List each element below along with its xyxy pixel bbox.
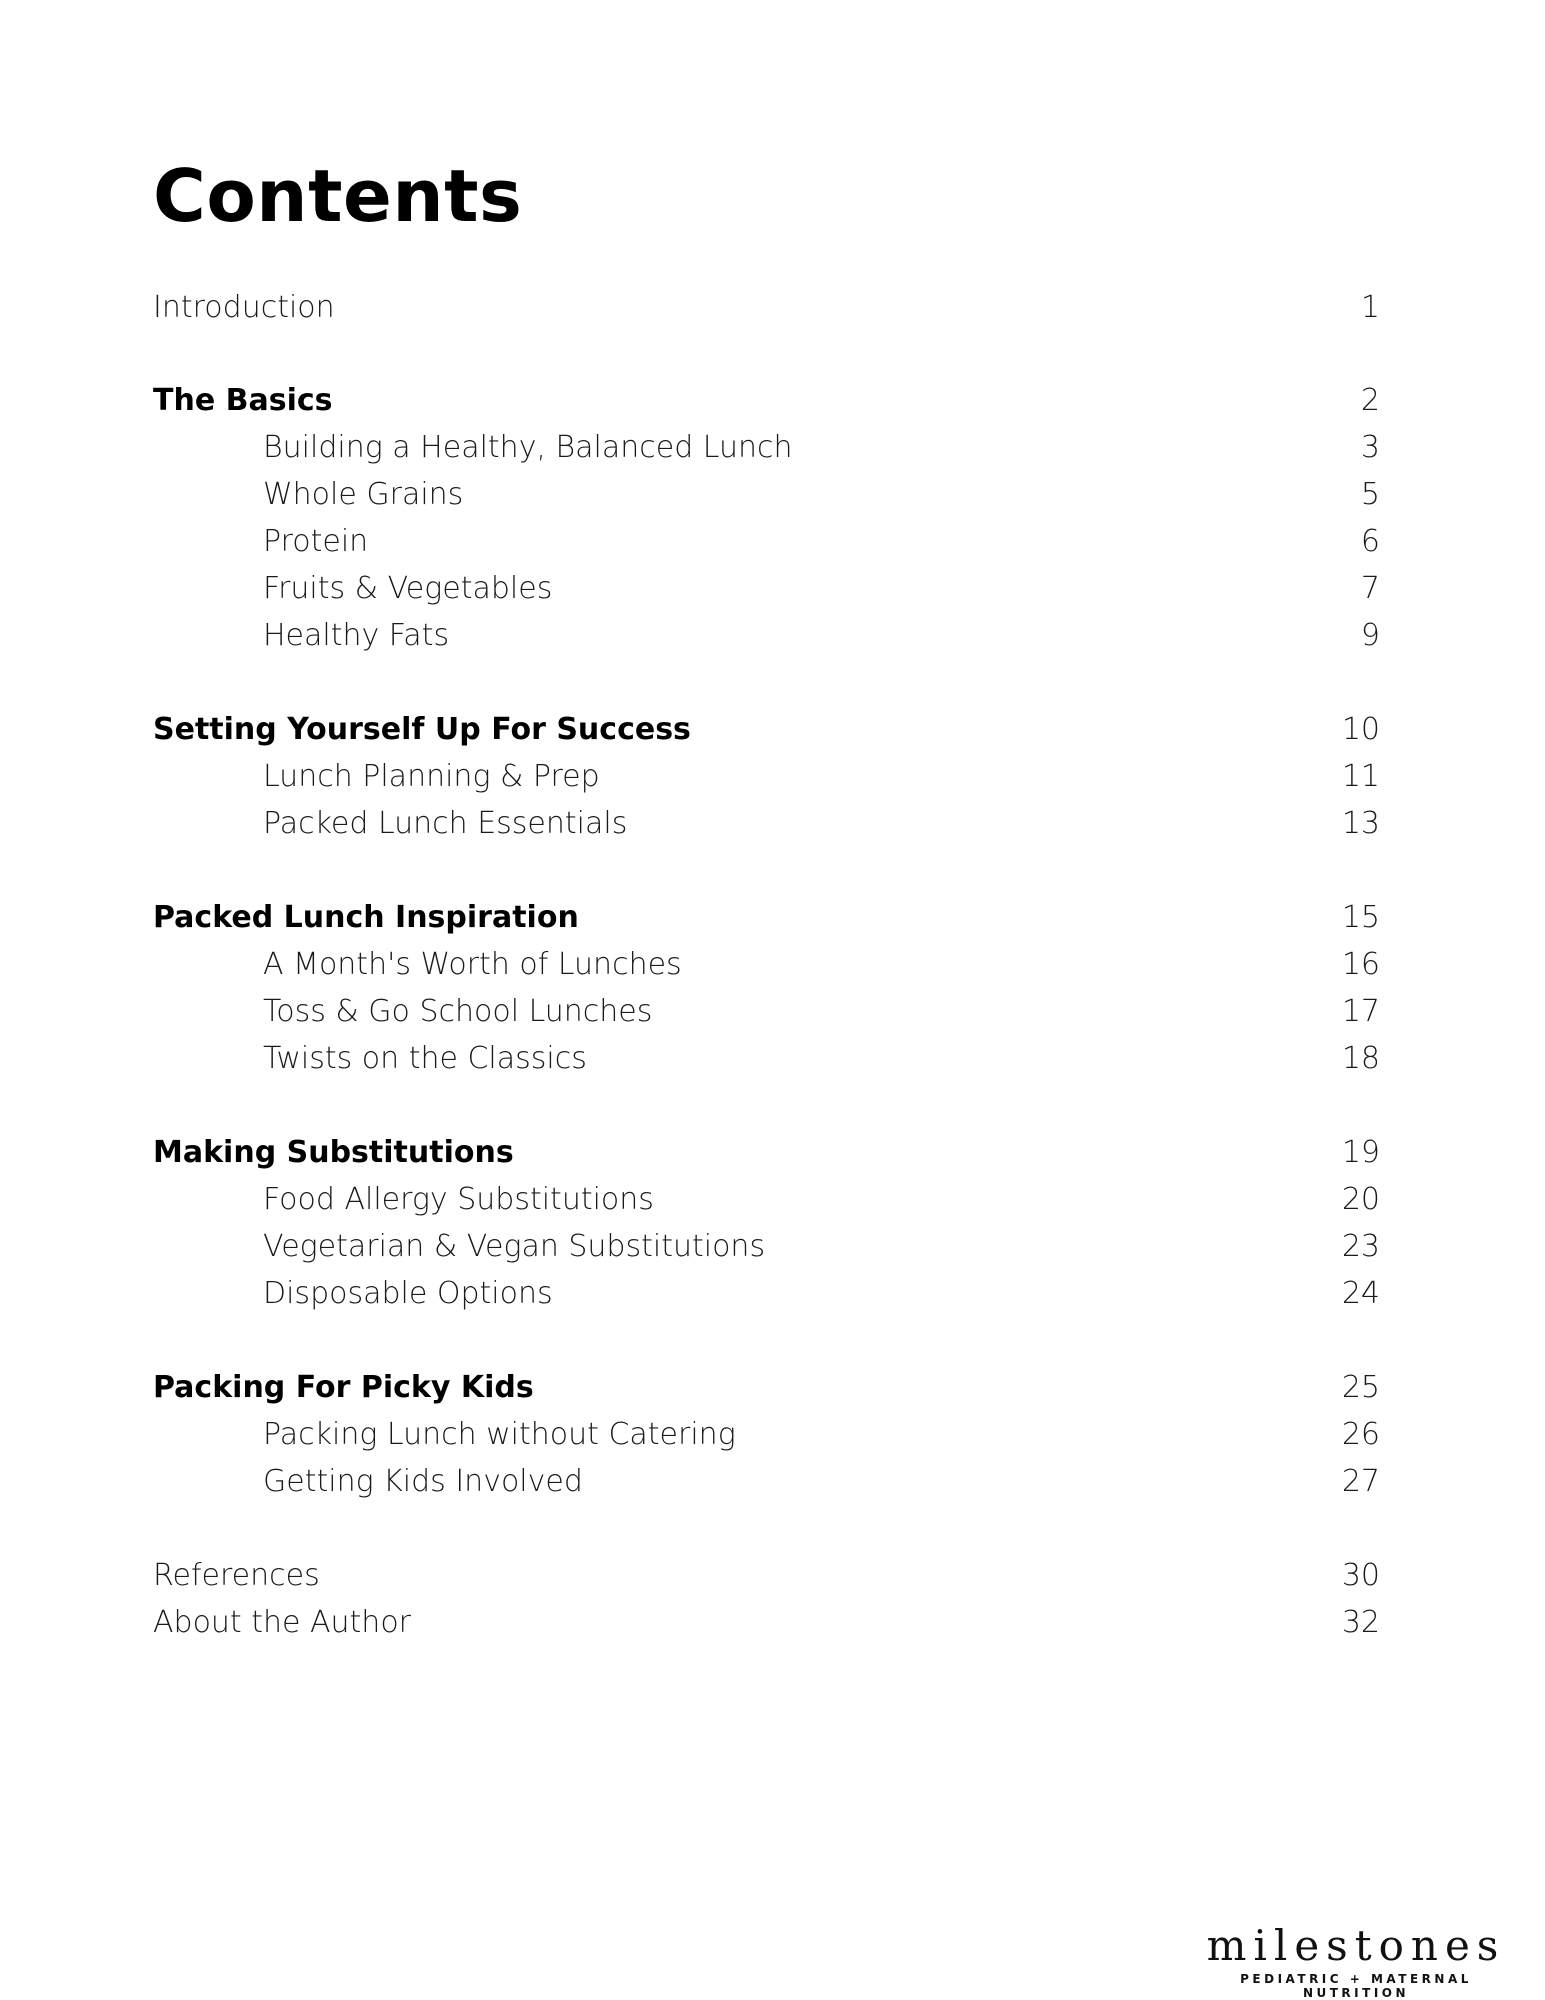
toc-subentry[interactable] bbox=[153, 423, 1380, 471]
toc-entry-page: 23 bbox=[1341, 1228, 1380, 1264]
toc-entry-page: 5 bbox=[1360, 476, 1380, 512]
toc-subentry-label: Food Allergy Substitutions bbox=[263, 1181, 654, 1217]
toc-entry-page: 20 bbox=[1341, 1181, 1380, 1217]
toc-subentry-label: Whole Grains bbox=[263, 476, 464, 512]
toc-entry-page: 18 bbox=[1341, 1040, 1380, 1076]
toc-entry-page: 30 bbox=[1341, 1557, 1380, 1593]
toc-subentry[interactable] bbox=[153, 1034, 1380, 1082]
toc-entry-label: Introduction bbox=[153, 289, 335, 325]
toc-subentry[interactable] bbox=[153, 987, 1380, 1035]
toc-subentry-label: Toss & Go School Lunches bbox=[263, 993, 653, 1029]
toc-entry[interactable] bbox=[153, 283, 1380, 331]
toc-subentry-label: Disposable Options bbox=[263, 1275, 553, 1311]
toc-subentry[interactable] bbox=[153, 611, 1380, 659]
toc-subentry-label: Lunch Planning & Prep bbox=[263, 758, 600, 794]
toc-entry-page: 25 bbox=[1341, 1369, 1380, 1405]
toc-section-label: The Basics bbox=[153, 382, 333, 418]
toc-section[interactable] bbox=[153, 1363, 1380, 1411]
toc-entry-page: 11 bbox=[1341, 758, 1380, 794]
toc-subentry[interactable] bbox=[153, 1222, 1380, 1270]
toc-subentry-label: A Month's Worth of Lunches bbox=[263, 946, 682, 982]
toc-entry-page: 3 bbox=[1360, 429, 1380, 465]
toc-subentry[interactable] bbox=[153, 517, 1380, 565]
toc-entry-label: References bbox=[153, 1557, 320, 1593]
toc-entry-page: 9 bbox=[1360, 617, 1380, 653]
toc-subentry[interactable] bbox=[153, 1410, 1380, 1458]
toc-entry-page: 10 bbox=[1341, 711, 1380, 747]
toc-subentry-label: Healthy Fats bbox=[263, 617, 450, 653]
toc-subentry[interactable] bbox=[153, 752, 1380, 800]
toc-entry-page: 17 bbox=[1341, 993, 1380, 1029]
toc-entry[interactable] bbox=[153, 1551, 1380, 1599]
toc-entry-page: 19 bbox=[1341, 1134, 1380, 1170]
toc-section-label: Packed Lunch Inspiration bbox=[153, 899, 579, 935]
toc-subentry-label: Building a Healthy, Balanced Lunch bbox=[263, 429, 793, 465]
toc-subentry-label: Fruits & Vegetables bbox=[263, 570, 553, 606]
toc-section-label: Making Substitutions bbox=[153, 1134, 514, 1170]
toc-entry-page: 6 bbox=[1360, 523, 1380, 559]
toc-entry-page: 1 bbox=[1360, 289, 1380, 325]
toc-subentry[interactable] bbox=[153, 799, 1380, 847]
logo-wordmark: milestones bbox=[1206, 1921, 1506, 1970]
toc-entry-page: 24 bbox=[1341, 1275, 1380, 1311]
toc-entry-page: 27 bbox=[1341, 1463, 1380, 1499]
toc-section[interactable] bbox=[153, 376, 1380, 424]
page-title: Contents bbox=[153, 154, 523, 238]
toc-subentry[interactable] bbox=[153, 1269, 1380, 1317]
toc-subentry-label: Twists on the Classics bbox=[263, 1040, 587, 1076]
toc-entry-page: 26 bbox=[1341, 1416, 1380, 1452]
toc-subentry-label: Getting Kids Involved bbox=[263, 1463, 583, 1499]
toc-subentry-label: Packing Lunch without Catering bbox=[263, 1416, 736, 1452]
toc-entry-page: 7 bbox=[1360, 570, 1380, 606]
toc-entry-page: 32 bbox=[1341, 1604, 1380, 1640]
logo-tagline: PEDIATRIC + MATERNAL NUTRITION bbox=[1240, 1972, 1472, 2000]
toc-subentry-label: Packed Lunch Essentials bbox=[263, 805, 628, 841]
toc-entry[interactable] bbox=[153, 1598, 1380, 1646]
toc-subentry[interactable] bbox=[153, 564, 1380, 612]
toc-section[interactable] bbox=[153, 1128, 1380, 1176]
toc-section[interactable] bbox=[153, 705, 1380, 753]
toc-entry-page: 13 bbox=[1341, 805, 1380, 841]
toc-entry-page: 16 bbox=[1341, 946, 1380, 982]
milestones-logo bbox=[1196, 1922, 1516, 2000]
toc-entry-page: 15 bbox=[1341, 899, 1380, 935]
toc-section-label: Setting Yourself Up For Success bbox=[153, 711, 691, 747]
toc-subentry[interactable] bbox=[153, 1457, 1380, 1505]
toc-entry-label: About the Author bbox=[153, 1604, 412, 1640]
toc-subentry[interactable] bbox=[153, 1175, 1380, 1223]
toc-subentry-label: Protein bbox=[263, 523, 369, 559]
toc-subentry-label: Vegetarian & Vegan Substitutions bbox=[263, 1228, 766, 1264]
toc-subentry[interactable] bbox=[153, 940, 1380, 988]
toc-subentry[interactable] bbox=[153, 470, 1380, 518]
toc-entry-page: 2 bbox=[1360, 382, 1380, 418]
toc-section[interactable] bbox=[153, 893, 1380, 941]
toc-section-label: Packing For Picky Kids bbox=[153, 1369, 534, 1405]
